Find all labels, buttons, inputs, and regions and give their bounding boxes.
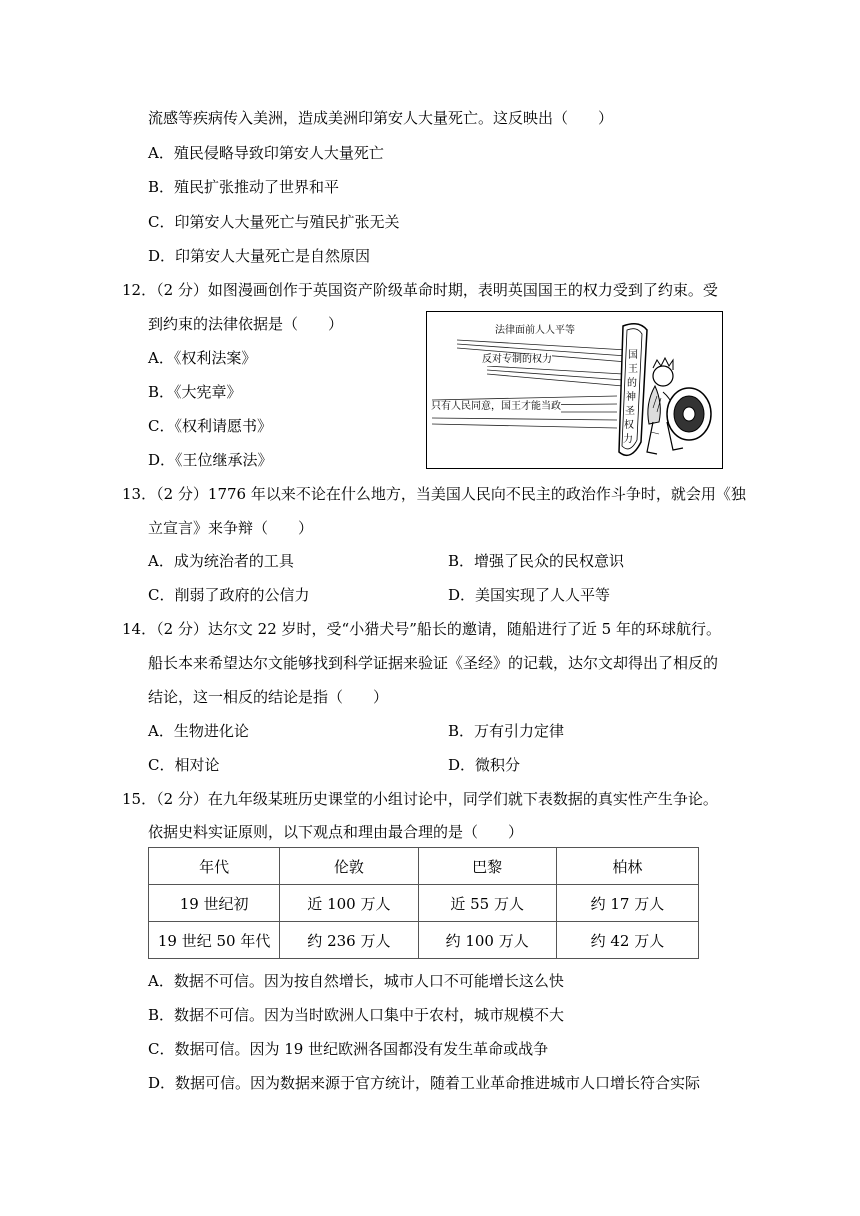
q11-option-d[interactable]: D．印第安人大量死亡是自然原因	[148, 247, 371, 265]
q15-option-c[interactable]: C．数据可信。因为 19 世纪欧洲各国都没有发生革命或战争	[148, 1040, 549, 1058]
q14-stem-line1: 14．（2 分）达尔文 22 岁时，受“小猎犬号”船长的邀请，随船进行了近 5 年的环球航行。	[122, 620, 721, 638]
q13-option-d[interactable]: D．美国实现了人人平等	[448, 586, 611, 604]
table-header-cell: 巴黎	[418, 848, 556, 885]
table-cell: 约 42 万人	[556, 922, 698, 959]
q14-option-c[interactable]: C．相对论	[148, 756, 220, 774]
q15-stem-line1: 15．（2 分）在九年级某班历史课堂的小组讨论中，同学们就下表数据的真实性产生争论。	[122, 790, 718, 808]
shield-label-char-2: 王	[628, 364, 638, 375]
q14-stem-line3: 结论，这一相反的结论是指（ ）	[148, 688, 389, 706]
table-cell: 约 236 万人	[280, 922, 418, 959]
q12-option-c[interactable]: C．《权利请愿书》	[148, 417, 272, 435]
table-cell: 近 100 万人	[280, 885, 418, 922]
population-table	[148, 847, 699, 959]
table-cell: 19 世纪 50 年代	[149, 922, 280, 959]
q14-option-d[interactable]: D．微积分	[448, 756, 521, 774]
q14-option-b[interactable]: B．万有引力定律	[448, 722, 565, 740]
q11-option-b[interactable]: B．殖民扩张推动了世界和平	[148, 178, 340, 196]
q13-stem-line1: 13．（2 分）1776 年以来不论在什么地方，当美国人民向不民主的政治作斗争时，就会用《独	[122, 485, 746, 503]
table-header-cell: 年代	[149, 848, 280, 885]
table-row	[149, 885, 699, 922]
q12-option-d[interactable]: D．《王位继承法》	[148, 451, 273, 469]
q13-option-a[interactable]: A．成为统治者的工具	[148, 552, 294, 570]
q15-option-a[interactable]: A．数据不可信。因为按自然增长，城市人口不可能增长这么快	[148, 972, 564, 990]
shield-label-char-7: 力	[623, 434, 633, 445]
q15-option-b[interactable]: B．数据不可信。因为当时欧洲人口集中于农村，城市规模不大	[148, 1006, 565, 1024]
q11-option-a[interactable]: A．殖民侵略导致印第安人大量死亡	[148, 144, 384, 162]
shield-label-char-6: 权	[624, 420, 634, 431]
q11-option-c[interactable]: C．印第安人大量死亡与殖民扩张无关	[148, 213, 400, 231]
q12-option-a[interactable]: A．《权利法案》	[148, 349, 257, 367]
table-cell: 约 100 万人	[418, 922, 556, 959]
table-cell: 19 世纪初	[149, 885, 280, 922]
shield-label-char-4: 神	[626, 392, 636, 403]
shield-label-char-5: 圣	[625, 406, 635, 417]
q15-option-d[interactable]: D．数据可信。因为数据来源于官方统计，随着工业革命推进城市人口增长符合实际	[148, 1074, 701, 1092]
table-header-cell: 伦敦	[280, 848, 418, 885]
q12-option-b[interactable]: B．《大宪章》	[148, 383, 242, 401]
q11-stem: 流感等疾病传入美洲，造成美洲印第安人大量死亡。这反映出（ ）	[148, 109, 614, 127]
q15-stem-line2: 依据史料实证原则，以下观点和理由最合理的是（ ）	[148, 823, 524, 841]
q12-stem-line1: 12．（2 分）如图漫画创作于英国资产阶级革命时期，表明英国国王的权力受到了约束。受	[122, 281, 718, 299]
q13-stem-line2: 立宣言》来争辩（ ）	[148, 519, 314, 537]
q13-option-b[interactable]: B．增强了民众的民权意识	[448, 552, 625, 570]
table-cell: 近 55 万人	[418, 885, 556, 922]
shield-label-char-1: 国	[628, 350, 638, 361]
q12-cartoon	[426, 311, 723, 469]
table-header-row	[149, 848, 699, 885]
shield-label-char-3: 的	[627, 378, 637, 389]
q14-option-a[interactable]: A．生物进化论	[148, 722, 249, 740]
q14-stem-line2: 船长本来希望达尔文能够找到科学证据来验证《圣经》的记载，达尔文却得出了相反的	[148, 654, 719, 672]
cartoon-label-consent: 只有人民同意，国王才能当政	[431, 401, 561, 412]
q13-option-c[interactable]: C．削弱了政府的公信力	[148, 586, 310, 604]
table-row	[149, 922, 699, 959]
cartoon-label-anti-tyranny: 反对专制的权力	[482, 354, 552, 365]
table-cell: 约 17 万人	[556, 885, 698, 922]
table-header-cell: 柏林	[556, 848, 698, 885]
cartoon-label-equality: 法律面前人人平等	[495, 325, 575, 336]
q12-stem-line2: 到约束的法律依据是（ ）	[148, 315, 344, 333]
cartoon-drawing	[427, 312, 724, 470]
